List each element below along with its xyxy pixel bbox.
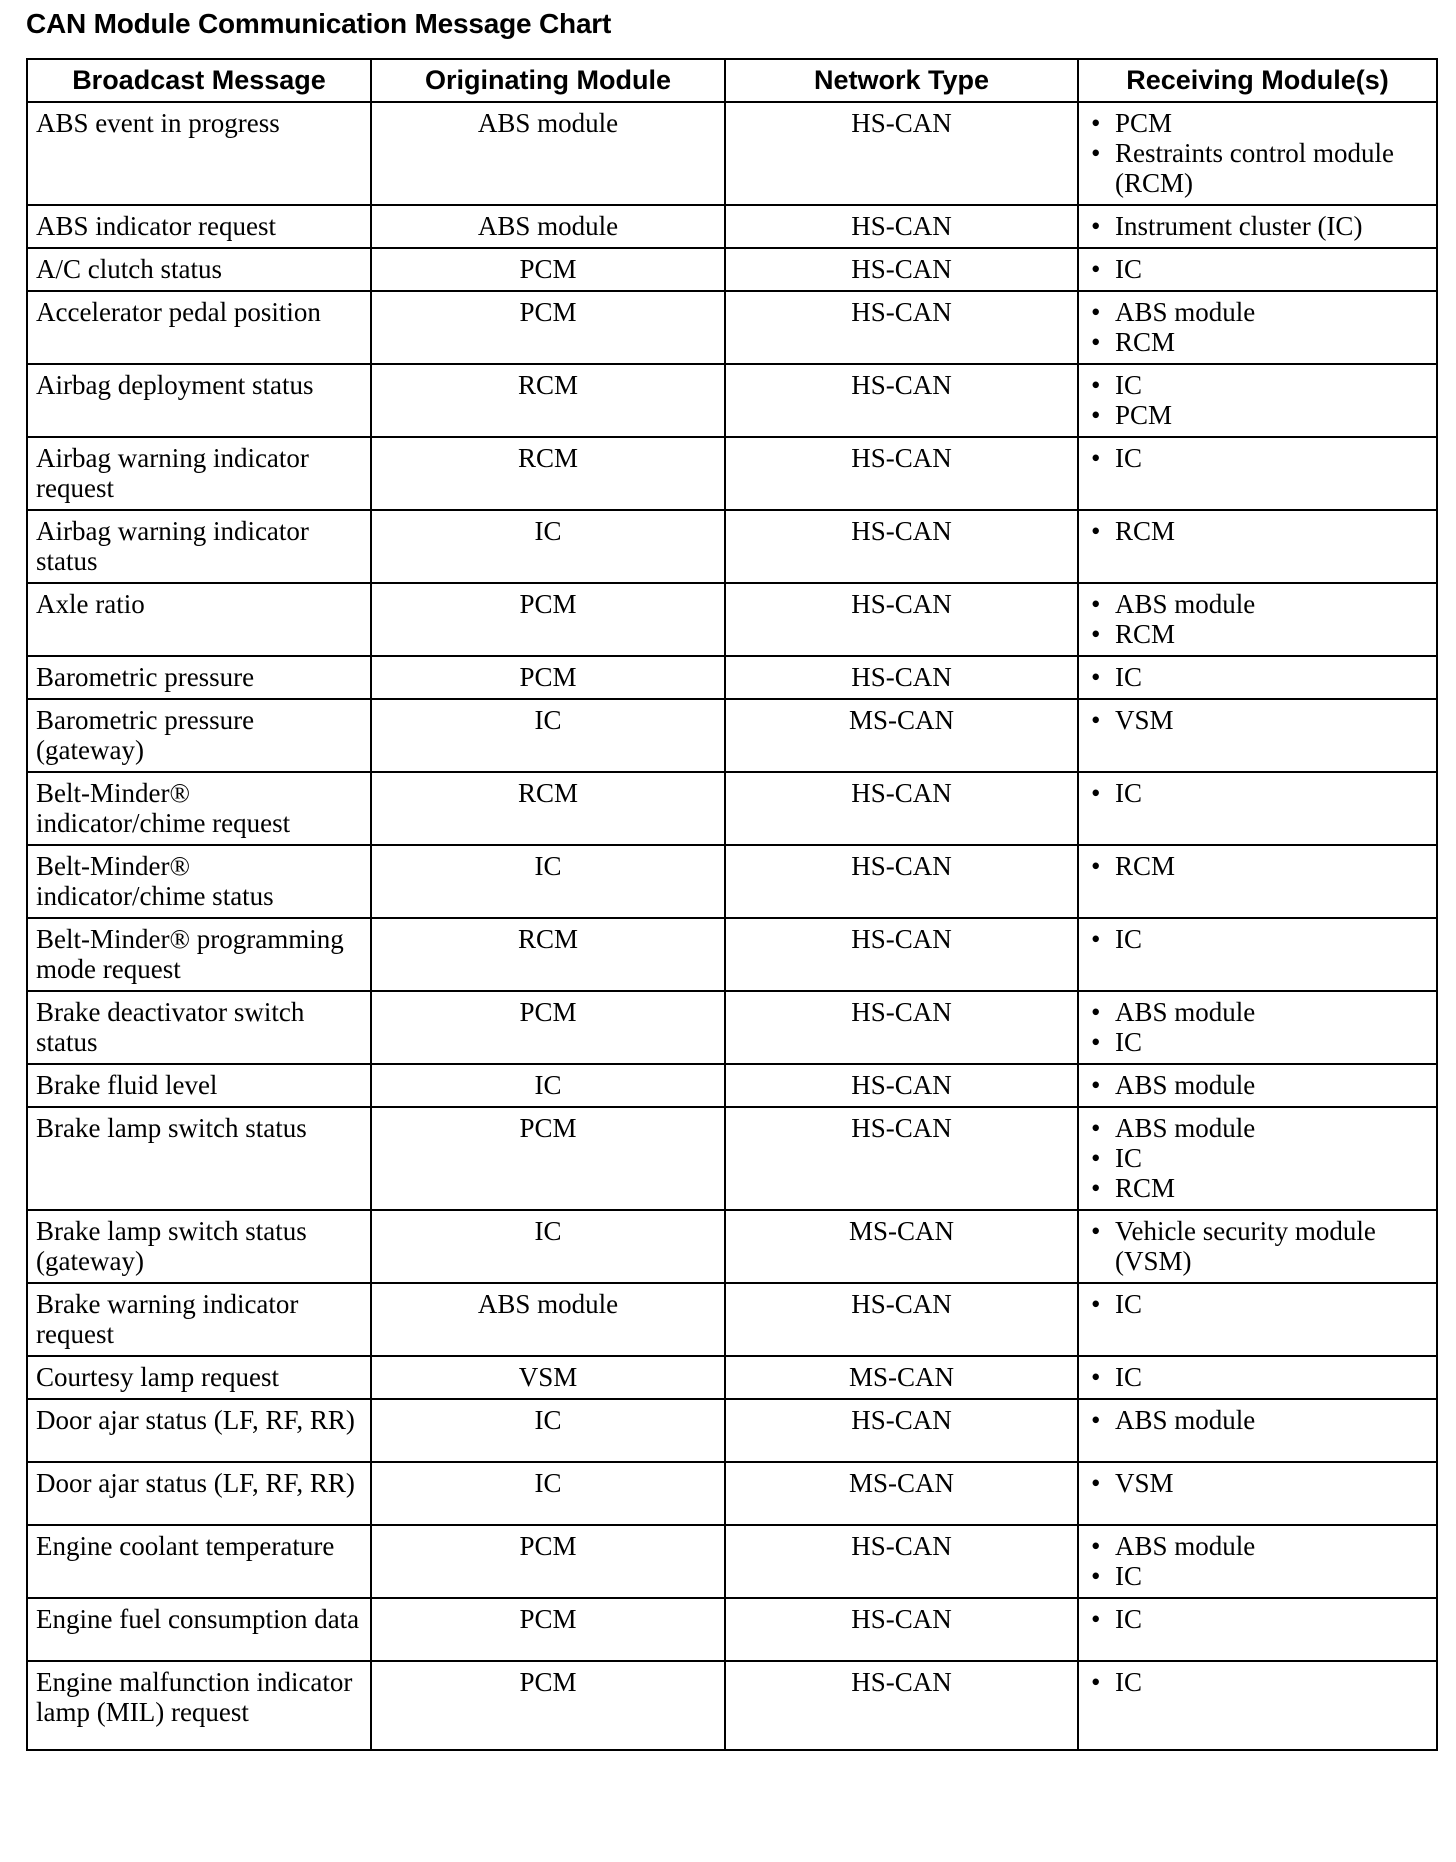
receiving-modules-list — [1087, 1667, 1428, 1697]
receiving-module-item: • ABS module — [1087, 1113, 1428, 1143]
network-type-cell: HS-CAN — [725, 772, 1078, 845]
table-row — [27, 1107, 1437, 1210]
broadcast-message-cell: Brake lamp switch status (gateway) — [27, 1210, 371, 1283]
originating-module-cell: VSM — [371, 1356, 725, 1399]
receiving-modules-cell — [1078, 291, 1437, 364]
receiving-modules-list — [1087, 1405, 1428, 1435]
receiving-module-item: • IC — [1087, 443, 1428, 473]
table-row — [27, 1210, 1437, 1283]
receiving-modules-list — [1087, 1362, 1428, 1392]
receiving-modules-list — [1087, 662, 1428, 692]
originating-module-cell: IC — [371, 699, 725, 772]
originating-module-cell: IC — [371, 1399, 725, 1462]
broadcast-message-cell: Barometric pressure — [27, 656, 371, 699]
receiving-modules-cell — [1078, 205, 1437, 248]
receiving-modules-list — [1087, 211, 1428, 241]
table-row — [27, 1462, 1437, 1525]
broadcast-message-cell: Brake warning indicator request — [27, 1283, 371, 1356]
receiving-modules-cell — [1078, 437, 1437, 510]
receiving-module-item: • IC — [1087, 1143, 1428, 1173]
originating-module-cell: PCM — [371, 991, 725, 1064]
broadcast-message-cell: Door ajar status (LF, RF, RR) — [27, 1462, 371, 1525]
receiving-module-item: • IC — [1087, 370, 1428, 400]
broadcast-message-cell: Accelerator pedal position — [27, 291, 371, 364]
receiving-module-item: • ABS module — [1087, 297, 1428, 327]
originating-module-cell: PCM — [371, 656, 725, 699]
network-type-cell: HS-CAN — [725, 1064, 1078, 1107]
originating-module-cell: RCM — [371, 364, 725, 437]
broadcast-message-cell: Airbag deployment status — [27, 364, 371, 437]
table-row — [27, 1661, 1437, 1750]
receiving-module-item: • ABS module — [1087, 997, 1428, 1027]
receiving-module-item: • RCM — [1087, 516, 1428, 546]
receiving-module-item: • Restraints control module (RCM) — [1087, 138, 1428, 198]
broadcast-message-cell: Engine fuel consumption data — [27, 1598, 371, 1661]
network-type-cell: HS-CAN — [725, 364, 1078, 437]
receiving-modules-list — [1087, 589, 1428, 649]
receiving-module-item: • ABS module — [1087, 1531, 1428, 1561]
receiving-module-item: • IC — [1087, 662, 1428, 692]
receiving-modules-cell — [1078, 699, 1437, 772]
receiving-modules-list — [1087, 443, 1428, 473]
can-message-table — [26, 58, 1438, 1751]
network-type-cell: HS-CAN — [725, 1525, 1078, 1598]
originating-module-cell: IC — [371, 1210, 725, 1283]
originating-module-cell: PCM — [371, 1525, 725, 1598]
chart-title: CAN Module Communication Message Chart — [26, 8, 612, 39]
receiving-module-item: • RCM — [1087, 851, 1428, 881]
receiving-modules-cell — [1078, 1525, 1437, 1598]
table-row — [27, 772, 1437, 845]
originating-module-cell: RCM — [371, 437, 725, 510]
table-row — [27, 1598, 1437, 1661]
broadcast-message-cell: Axle ratio — [27, 583, 371, 656]
table-row — [27, 699, 1437, 772]
receiving-modules-cell — [1078, 102, 1437, 205]
receiving-modules-list — [1087, 254, 1428, 284]
network-type-cell: HS-CAN — [725, 102, 1078, 205]
receiving-module-item: • VSM — [1087, 705, 1428, 735]
receiving-modules-cell — [1078, 364, 1437, 437]
receiving-modules-list — [1087, 851, 1428, 881]
network-type-cell: HS-CAN — [725, 1598, 1078, 1661]
receiving-modules-list — [1087, 705, 1428, 735]
broadcast-message-cell: ABS indicator request — [27, 205, 371, 248]
receiving-modules-list — [1087, 297, 1428, 357]
receiving-modules-cell — [1078, 583, 1437, 656]
receiving-module-item: • IC — [1087, 924, 1428, 954]
receiving-module-item: • VSM — [1087, 1468, 1428, 1498]
receiving-modules-cell — [1078, 1283, 1437, 1356]
broadcast-message-cell: Belt-Minder® indicator/chime status — [27, 845, 371, 918]
receiving-modules-list — [1087, 1468, 1428, 1498]
originating-module-cell: IC — [371, 845, 725, 918]
broadcast-message-cell: Airbag warning indicator status — [27, 510, 371, 583]
table-row — [27, 1283, 1437, 1356]
table-row — [27, 1399, 1437, 1462]
broadcast-message-cell: Brake fluid level — [27, 1064, 371, 1107]
receiving-modules-cell — [1078, 772, 1437, 845]
receiving-modules-list — [1087, 1113, 1428, 1203]
originating-module-cell: RCM — [371, 918, 725, 991]
receiving-module-item: • ABS module — [1087, 1405, 1428, 1435]
table-row — [27, 248, 1437, 291]
originating-module-cell: IC — [371, 1462, 725, 1525]
receiving-modules-list — [1087, 924, 1428, 954]
table-row — [27, 102, 1437, 205]
network-type-cell: MS-CAN — [725, 699, 1078, 772]
receiving-modules-cell — [1078, 991, 1437, 1064]
network-type-cell: HS-CAN — [725, 656, 1078, 699]
network-type-cell: HS-CAN — [725, 510, 1078, 583]
broadcast-message-cell: Brake lamp switch status — [27, 1107, 371, 1210]
header-receiving-modules: Receiving Module(s) — [1078, 59, 1437, 102]
network-type-cell: HS-CAN — [725, 1283, 1078, 1356]
receiving-module-item: • IC — [1087, 1362, 1428, 1392]
receiving-modules-cell — [1078, 510, 1437, 583]
receiving-modules-list — [1087, 1289, 1428, 1319]
receiving-modules-cell — [1078, 1598, 1437, 1661]
receiving-modules-list — [1087, 778, 1428, 808]
receiving-module-item: • Instrument cluster (IC) — [1087, 211, 1428, 241]
broadcast-message-cell: Brake deactivator switch status — [27, 991, 371, 1064]
receiving-modules-cell — [1078, 656, 1437, 699]
table-row — [27, 205, 1437, 248]
network-type-cell: HS-CAN — [725, 845, 1078, 918]
table-row — [27, 1525, 1437, 1598]
broadcast-message-cell: Engine coolant temperature — [27, 1525, 371, 1598]
network-type-cell: MS-CAN — [725, 1356, 1078, 1399]
network-type-cell: HS-CAN — [725, 918, 1078, 991]
network-type-cell: HS-CAN — [725, 1399, 1078, 1462]
network-type-cell: HS-CAN — [725, 248, 1078, 291]
table-row — [27, 656, 1437, 699]
originating-module-cell: IC — [371, 1064, 725, 1107]
receiving-modules-cell — [1078, 1399, 1437, 1462]
receiving-module-item: • IC — [1087, 1289, 1428, 1319]
broadcast-message-cell: Barometric pressure (gateway) — [27, 699, 371, 772]
broadcast-message-cell: Belt-Minder® indicator/chime request — [27, 772, 371, 845]
header-originating-module: Originating Module — [371, 59, 725, 102]
originating-module-cell: PCM — [371, 1661, 725, 1750]
network-type-cell: HS-CAN — [725, 205, 1078, 248]
originating-module-cell: PCM — [371, 1107, 725, 1210]
broadcast-message-cell: Engine malfunction indicator lamp (MIL) request — [27, 1661, 371, 1750]
table-row — [27, 845, 1437, 918]
table-row — [27, 291, 1437, 364]
receiving-module-item: • IC — [1087, 1604, 1428, 1634]
receiving-module-item: • RCM — [1087, 619, 1428, 649]
receiving-module-item: • IC — [1087, 778, 1428, 808]
receiving-modules-list — [1087, 1216, 1428, 1276]
broadcast-message-cell: Courtesy lamp request — [27, 1356, 371, 1399]
originating-module-cell: ABS module — [371, 1283, 725, 1356]
receiving-module-item: • IC — [1087, 1027, 1428, 1057]
receiving-modules-cell — [1078, 1064, 1437, 1107]
broadcast-message-cell: Airbag warning indicator request — [27, 437, 371, 510]
receiving-modules-cell — [1078, 248, 1437, 291]
broadcast-message-cell: Door ajar status (LF, RF, RR) — [27, 1399, 371, 1462]
receiving-module-item: • RCM — [1087, 1173, 1428, 1203]
network-type-cell: HS-CAN — [725, 1661, 1078, 1750]
broadcast-message-cell: A/C clutch status — [27, 248, 371, 291]
table-row — [27, 1356, 1437, 1399]
receiving-modules-cell — [1078, 1462, 1437, 1525]
originating-module-cell: PCM — [371, 583, 725, 656]
receiving-modules-cell — [1078, 1107, 1437, 1210]
originating-module-cell: ABS module — [371, 102, 725, 205]
broadcast-message-cell: ABS event in progress — [27, 102, 371, 205]
receiving-modules-list — [1087, 370, 1428, 430]
table-row — [27, 991, 1437, 1064]
network-type-cell: HS-CAN — [725, 1107, 1078, 1210]
receiving-modules-cell — [1078, 1210, 1437, 1283]
table-body — [27, 102, 1437, 1750]
receiving-modules-list — [1087, 1604, 1428, 1634]
header-network-type: Network Type — [725, 59, 1078, 102]
originating-module-cell: PCM — [371, 248, 725, 291]
receiving-modules-list — [1087, 516, 1428, 546]
header-broadcast-message: Broadcast Message — [27, 59, 371, 102]
receiving-module-item: • Vehicle security module (VSM) — [1087, 1216, 1428, 1276]
header-row — [27, 59, 1437, 102]
receiving-modules-cell — [1078, 918, 1437, 991]
receiving-module-item: • ABS module — [1087, 589, 1428, 619]
receiving-module-item: • PCM — [1087, 108, 1428, 138]
receiving-module-item: • PCM — [1087, 400, 1428, 430]
receiving-module-item: • ABS module — [1087, 1070, 1428, 1100]
receiving-module-item: • IC — [1087, 1561, 1428, 1591]
originating-module-cell: PCM — [371, 1598, 725, 1661]
network-type-cell: HS-CAN — [725, 437, 1078, 510]
receiving-modules-cell — [1078, 845, 1437, 918]
originating-module-cell: RCM — [371, 772, 725, 845]
broadcast-message-cell: Belt-Minder® programming mode request — [27, 918, 371, 991]
network-type-cell: HS-CAN — [725, 991, 1078, 1064]
originating-module-cell: ABS module — [371, 205, 725, 248]
table-row — [27, 364, 1437, 437]
receiving-modules-list — [1087, 1531, 1428, 1591]
network-type-cell: HS-CAN — [725, 583, 1078, 656]
table-row — [27, 583, 1437, 656]
originating-module-cell: IC — [371, 510, 725, 583]
receiving-modules-list — [1087, 997, 1428, 1057]
receiving-module-item: • IC — [1087, 254, 1428, 284]
network-type-cell: HS-CAN — [725, 291, 1078, 364]
receiving-modules-list — [1087, 108, 1428, 198]
network-type-cell: MS-CAN — [725, 1210, 1078, 1283]
network-type-cell: MS-CAN — [725, 1462, 1078, 1525]
table-row — [27, 1064, 1437, 1107]
table-row — [27, 437, 1437, 510]
receiving-module-item: • IC — [1087, 1667, 1428, 1697]
originating-module-cell: PCM — [371, 291, 725, 364]
table-row — [27, 510, 1437, 583]
receiving-module-item: • RCM — [1087, 327, 1428, 357]
receiving-modules-list — [1087, 1070, 1428, 1100]
receiving-modules-cell — [1078, 1356, 1437, 1399]
table-row — [27, 918, 1437, 991]
receiving-modules-cell — [1078, 1661, 1437, 1750]
